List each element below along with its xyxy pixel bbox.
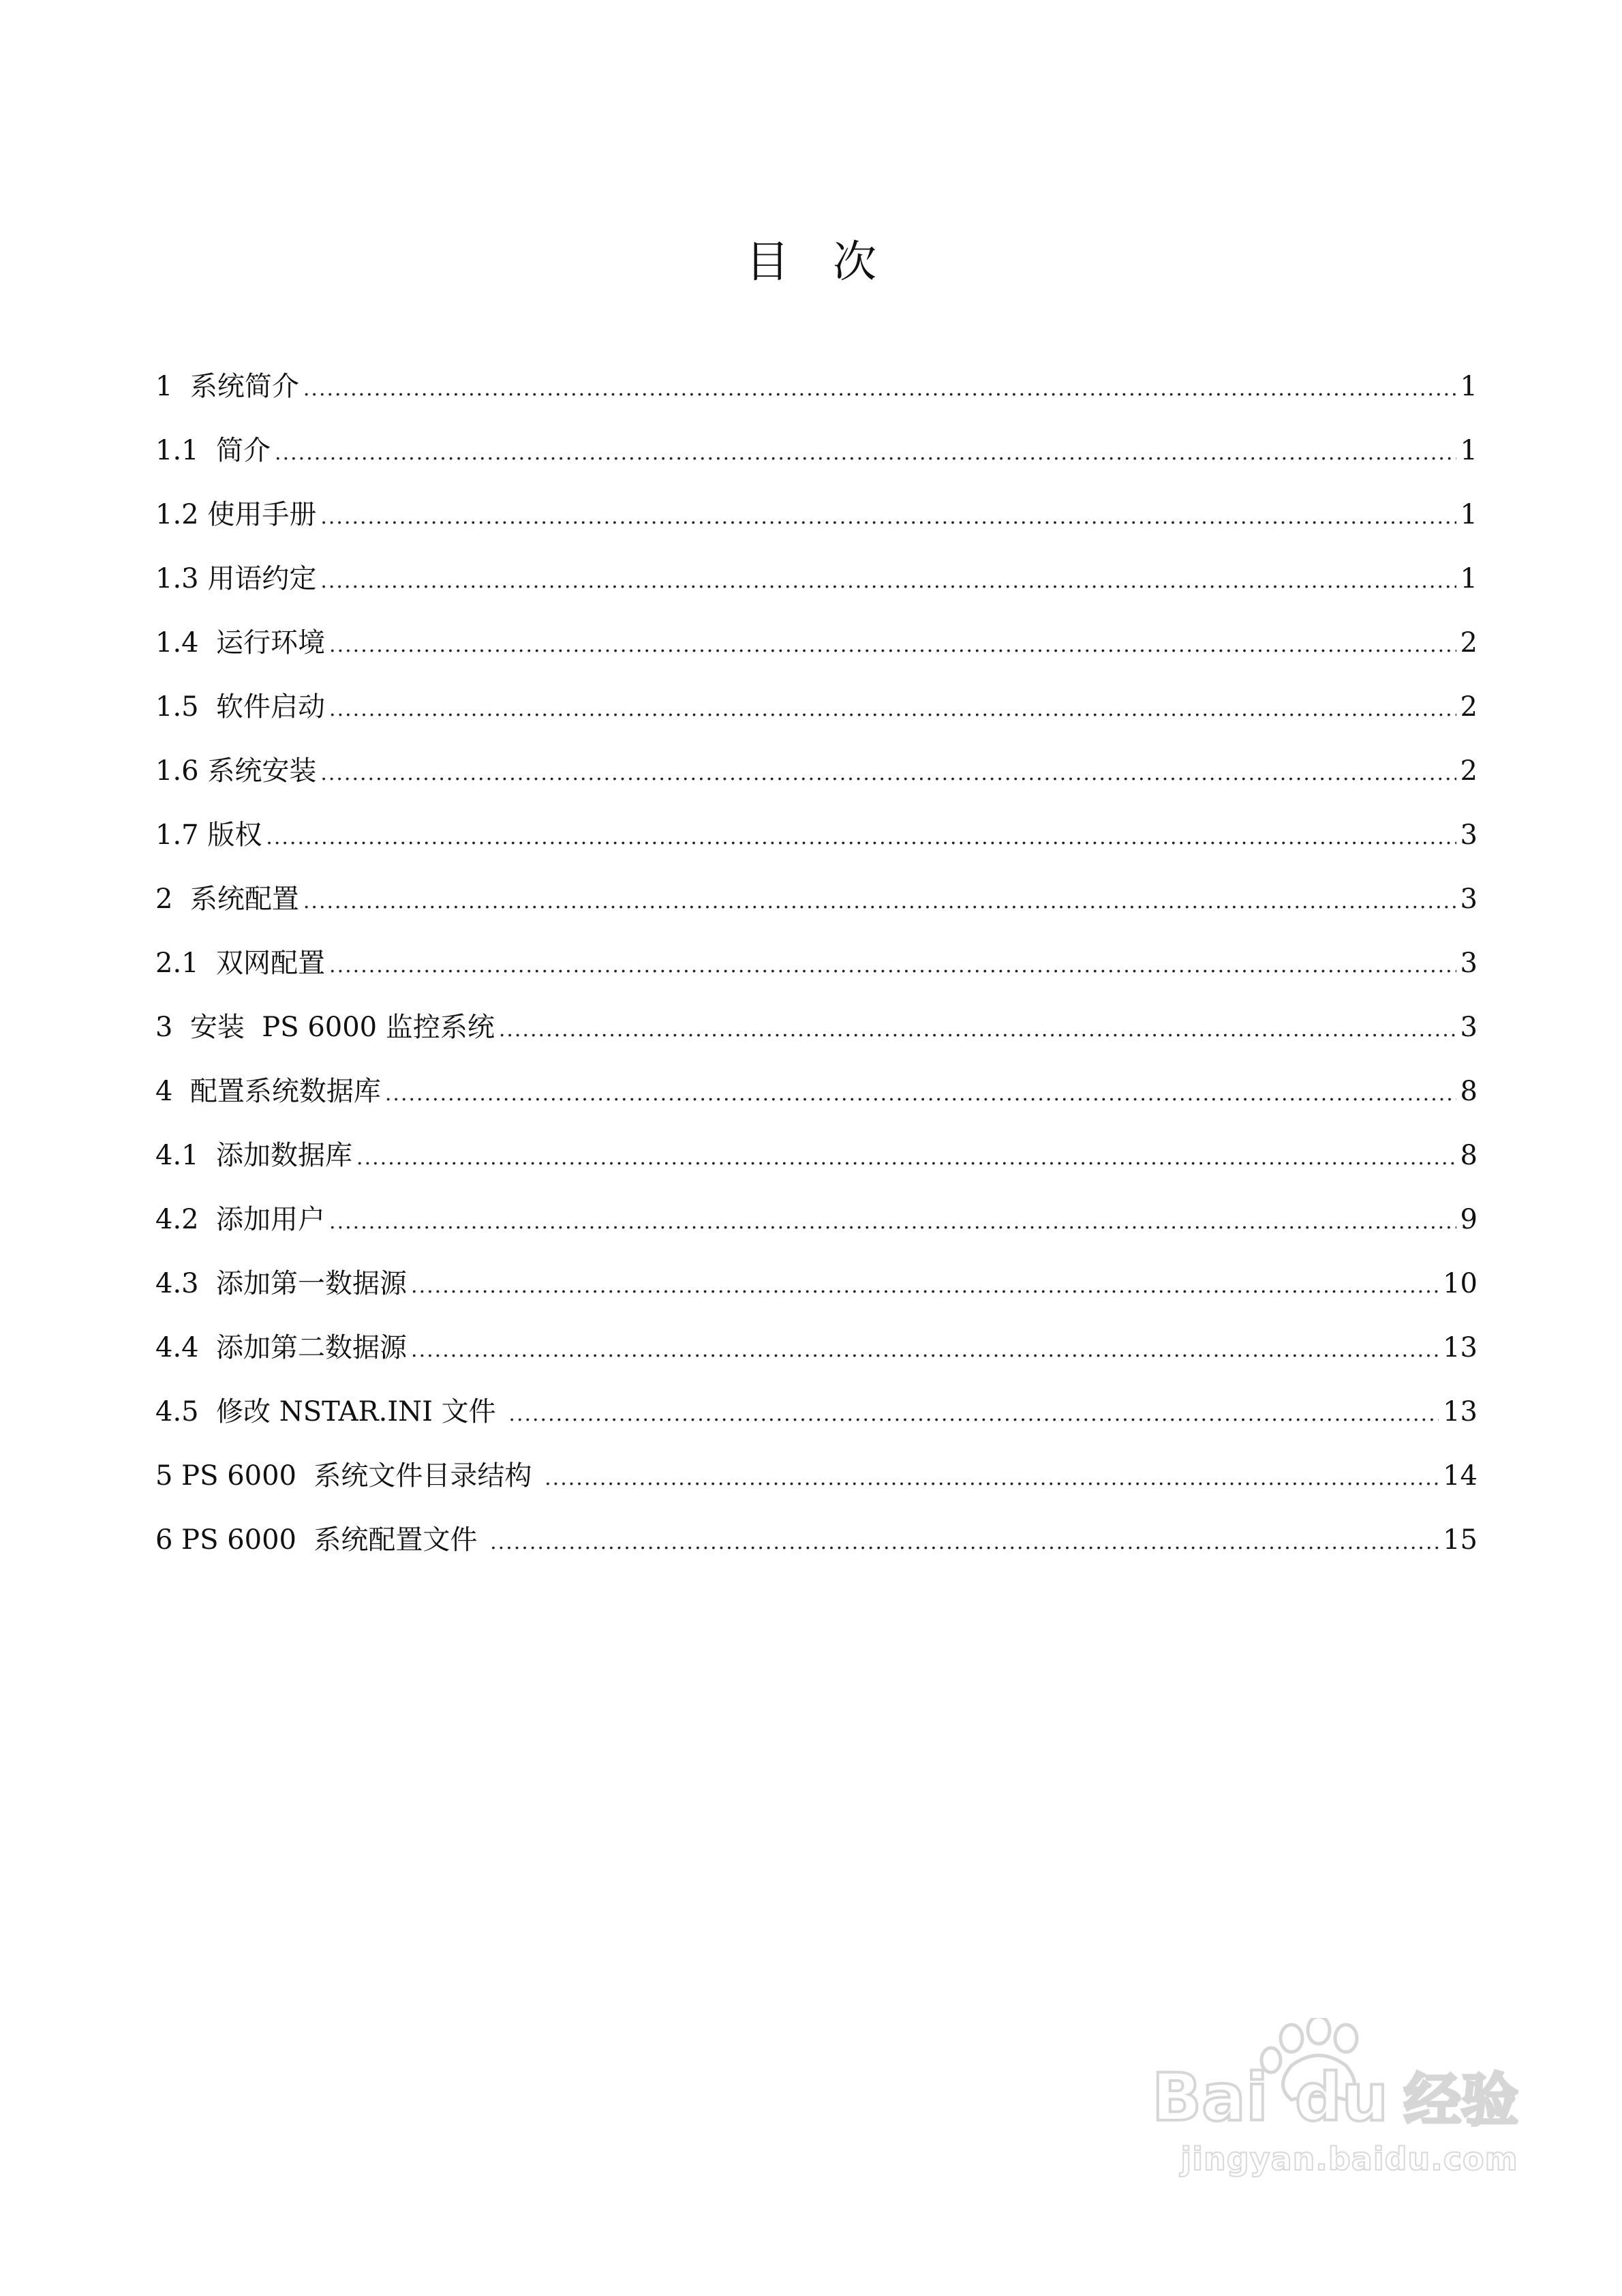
toc-entry-page: 2 <box>1460 755 1478 787</box>
toc-entry-label: 1.5 软件启动 <box>155 691 326 723</box>
toc-entry-label: 4.2 添加用户 <box>155 1204 326 1235</box>
toc-entry-page: 1 <box>1460 499 1478 530</box>
toc-entry-label: 4.1 添加数据库 <box>155 1140 353 1171</box>
toc-entry-page: 2 <box>1460 627 1478 659</box>
toc-leader-dots <box>320 549 1456 614</box>
toc-entry[interactable] <box>155 739 1478 803</box>
toc-entry-label: 1.2 使用手册 <box>155 499 317 530</box>
toc-entry[interactable] <box>155 419 1478 483</box>
toc-entry-label: 6 PS 6000 系统配置文件 <box>155 1524 487 1556</box>
toc-entry-label: 2.1 双网配置 <box>155 948 326 979</box>
toc-entry-page: 2 <box>1460 691 1478 723</box>
toc-leader-dots <box>329 614 1456 678</box>
toc-leader-dots <box>329 934 1456 998</box>
toc-entry-page: 8 <box>1460 1076 1478 1107</box>
toc-entry[interactable] <box>155 1252 1478 1316</box>
toc-entry[interactable] <box>155 1059 1478 1123</box>
toc-entry-page: 14 <box>1443 1460 1478 1492</box>
toc-entry[interactable] <box>155 675 1478 739</box>
svg-text:经验: 经验 <box>1404 2067 1519 2127</box>
baidu-jingyan-watermark <box>1152 1977 1547 2209</box>
toc-leader-dots <box>275 421 1456 485</box>
toc-entry-label: 1.1 简介 <box>155 435 271 466</box>
toc-leader-dots <box>490 1511 1439 1575</box>
toc-entry[interactable] <box>155 1123 1478 1188</box>
toc-entry-label: 4.5 修改 NSTAR.INI 文件 <box>155 1396 505 1428</box>
baidu-paw-logo-icon <box>1152 2018 1547 2127</box>
toc-entry-label: 4.3 添加第一数据源 <box>155 1268 408 1299</box>
toc-entry-label: 5 PS 6000 系统文件目录结构 <box>155 1460 541 1492</box>
toc-entry[interactable] <box>155 1444 1478 1508</box>
toc-entry-label: 1.4 运行环境 <box>155 627 326 659</box>
toc-leader-dots <box>411 1254 1439 1318</box>
toc-entry[interactable] <box>155 1508 1478 1572</box>
toc-entry[interactable] <box>155 611 1478 675</box>
toc-leader-dots <box>545 1447 1439 1511</box>
toc-entry[interactable] <box>155 483 1478 547</box>
toc-entry-label: 2 系统配置 <box>155 883 299 915</box>
toc-leader-dots <box>303 870 1456 934</box>
toc-leader-dots <box>303 357 1456 421</box>
toc-entry-page: 3 <box>1460 883 1478 915</box>
toc-entry[interactable] <box>155 354 1478 419</box>
toc-leader-dots <box>320 485 1456 549</box>
table-of-contents <box>155 354 1478 1572</box>
toc-entry-page: 1 <box>1460 435 1478 466</box>
svg-text:Bai: Bai <box>1152 2059 1268 2127</box>
toc-entry-label: 1.6 系统安装 <box>155 755 317 787</box>
toc-entry-label: 1 系统简介 <box>155 371 299 402</box>
toc-entry[interactable] <box>155 1188 1478 1252</box>
toc-leader-dots <box>508 1383 1439 1447</box>
toc-entry-page: 10 <box>1443 1268 1478 1299</box>
toc-leader-dots <box>266 806 1456 870</box>
toc-leader-dots <box>499 998 1456 1062</box>
toc-entry-label: 1.7 版权 <box>155 819 262 851</box>
toc-entry[interactable] <box>155 931 1478 995</box>
watermark-url: jingyan.baidu.com <box>1180 2141 1518 2177</box>
toc-entry-label: 1.3 用语约定 <box>155 563 317 594</box>
toc-entry-page: 8 <box>1460 1140 1478 1171</box>
toc-entry[interactable] <box>155 1380 1478 1444</box>
toc-leader-dots <box>411 1318 1439 1383</box>
toc-entry-page: 15 <box>1443 1524 1478 1556</box>
toc-entry[interactable] <box>155 995 1478 1059</box>
toc-entry-page: 9 <box>1460 1204 1478 1235</box>
toc-leader-dots <box>329 1190 1456 1254</box>
toc-entry[interactable] <box>155 1316 1478 1380</box>
toc-entry-label: 4 配置系统数据库 <box>155 1076 381 1107</box>
toc-entry-page: 3 <box>1460 1012 1478 1043</box>
page-title: 目次 <box>746 237 920 288</box>
toc-entry[interactable] <box>155 867 1478 931</box>
toc-entry-page: 13 <box>1443 1332 1478 1363</box>
toc-entry-page: 3 <box>1460 819 1478 851</box>
toc-entry[interactable] <box>155 547 1478 611</box>
toc-entry-page: 13 <box>1443 1396 1478 1428</box>
toc-entry-label: 3 安装 PS 6000 监控系统 <box>155 1012 495 1043</box>
toc-entry-page: 1 <box>1460 371 1478 402</box>
toc-leader-dots <box>320 742 1456 806</box>
toc-entry-label: 4.4 添加第二数据源 <box>155 1332 408 1363</box>
toc-entry-page: 1 <box>1460 563 1478 594</box>
toc-entry[interactable] <box>155 803 1478 867</box>
toc-entry-page: 3 <box>1460 948 1478 979</box>
toc-leader-dots <box>356 1126 1456 1190</box>
svg-text:du: du <box>1295 2059 1389 2127</box>
toc-leader-dots <box>385 1062 1456 1126</box>
toc-leader-dots <box>329 678 1456 742</box>
